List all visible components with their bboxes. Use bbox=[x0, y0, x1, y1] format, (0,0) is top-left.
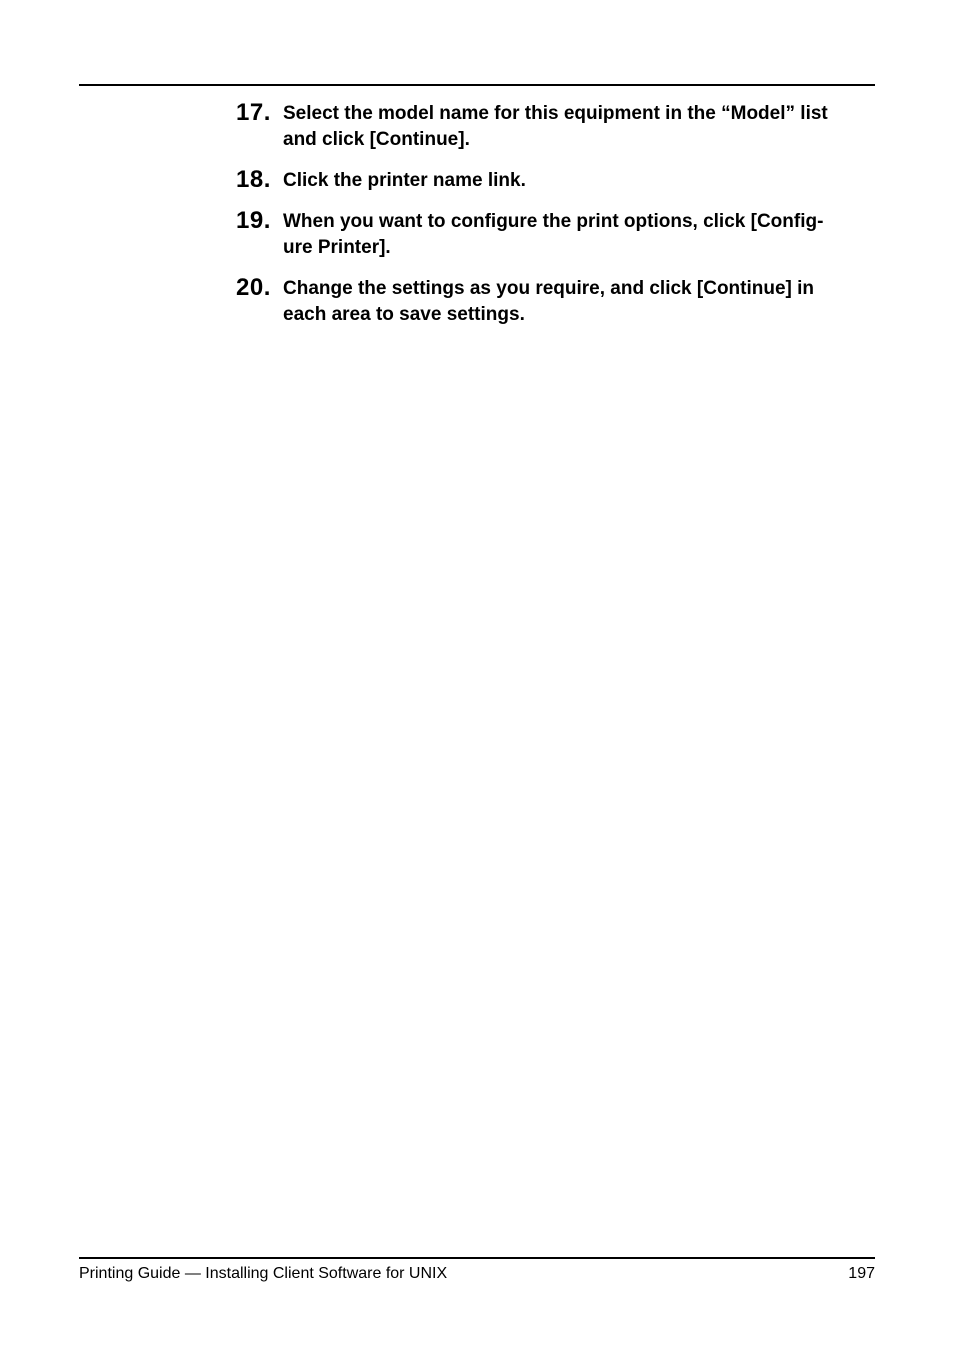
step-17 bbox=[236, 98, 876, 153]
procedure-steps bbox=[236, 98, 876, 340]
step-number: 19. bbox=[236, 207, 271, 234]
step-text: When you want to configure the print options, click [Config- ure Printer]. bbox=[283, 211, 824, 258]
step-18 bbox=[236, 165, 876, 194]
step-text: Click the printer name link. bbox=[283, 170, 526, 191]
step-text: Change the settings as you require, and click [Continue] in each area to save settings. bbox=[283, 278, 815, 325]
header-rule bbox=[79, 84, 875, 86]
step-20 bbox=[236, 273, 876, 328]
footer-rule bbox=[79, 1257, 875, 1259]
step-19 bbox=[236, 206, 876, 261]
step-number: 17. bbox=[236, 99, 271, 126]
step-text: Select the model name for this equipment in the “Model” list and click [Continue]. bbox=[283, 103, 828, 150]
page-number: 197 bbox=[848, 1265, 875, 1282]
footer-title: Printing Guide — Installing Client Software for UNIX bbox=[79, 1265, 448, 1282]
step-number: 18. bbox=[236, 166, 271, 193]
step-number: 20. bbox=[236, 274, 271, 301]
